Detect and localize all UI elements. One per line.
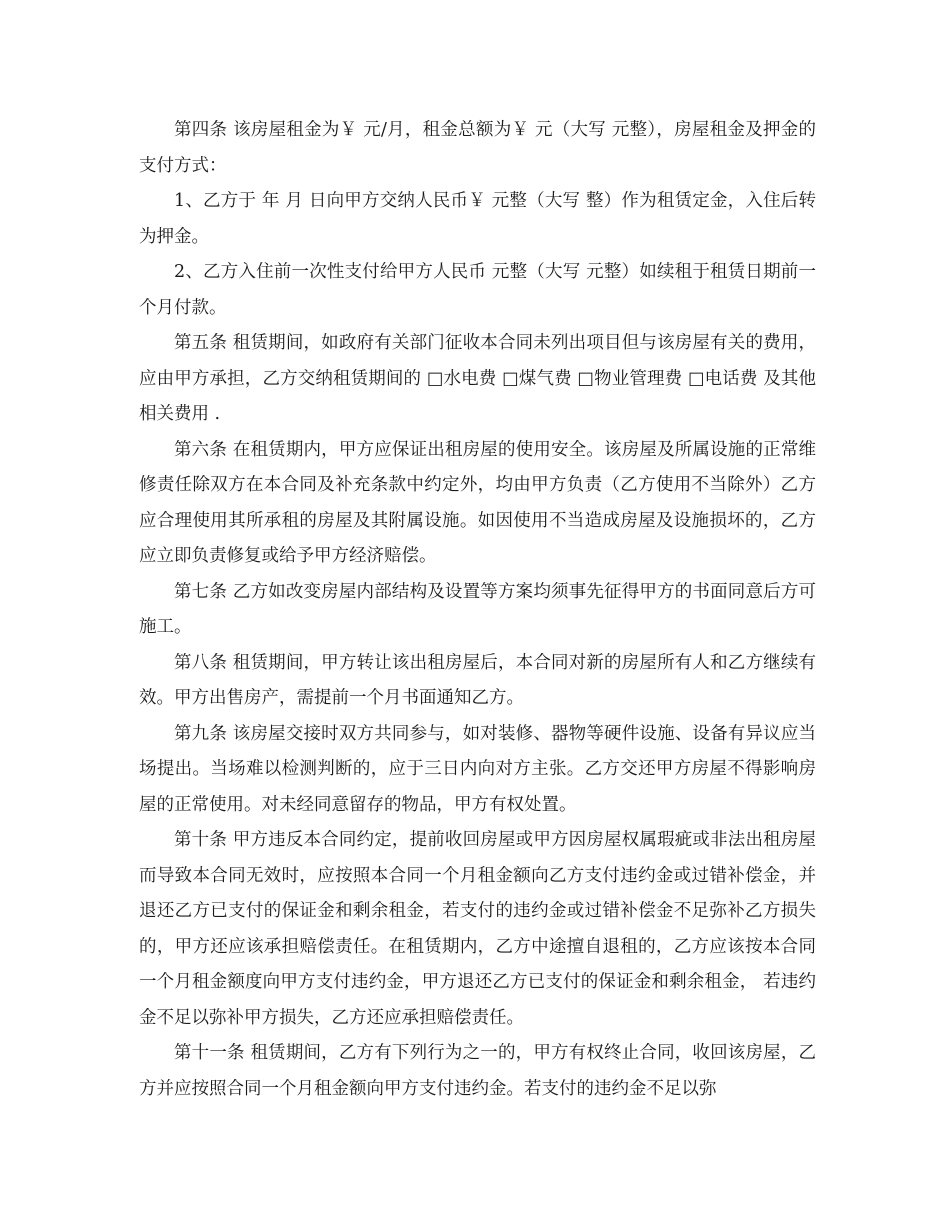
clause-4-item-2-prepayment: 2、乙方入住前一次性支付给甲方人民币 元整（大写 元整）如续租于租赁日期前一个月付款。 <box>139 262 816 318</box>
contract-page <box>139 113 816 1107</box>
clause-4-item-1-deposit: 1、乙方于 年 月 日向甲方交纳人民币￥ 元整（大写 整）作为租赁定金，入住后转为押金。 <box>139 191 816 247</box>
clause-4-rent-payment: 第四条 该房屋租金为￥ 元/月，租金总额为￥ 元（大写 元整），房屋租金及押金的支付方式： <box>139 120 816 176</box>
clause-8-transfer: 第八条 租赁期间，甲方转让该出租房屋后，本合同对新的房屋所有人和乙方继续有效。甲方出售房产，需提前一个月书面通知乙方。 <box>139 652 816 708</box>
clause-5-fees: 第五条 租赁期间，如政府有关部门征收本合同未列出项目但与该房屋有关的费用，应由甲方承担，乙方交纳租赁期间的 □水电费 □煤气费 □物业管理费 □电话费 及其他相关费用 . <box>139 333 816 424</box>
clause-10-breach: 第十条 甲方违反本合同约定，提前收回房屋或甲方因房屋权属瑕疵或非法出租房屋而导致本合同无效时，应按照本合同一个月租金额向乙方支付违约金或过错补偿金，并退还乙方已支付的保证金和剩余租金，若支付的违约金或过错补偿金不足弥补乙方损失的，甲方还应该承担赔偿责任。在租赁期内，乙方中途擅自退租的，乙方应该按本合同一个月租金额度向甲方支付违约金，甲方退还乙方已支付的保证金和剩余租金， 若违约金不足以弥补甲方损失，乙方还应承担赔偿责任。 <box>139 830 816 1028</box>
clause-11-termination: 第十一条 租赁期间，乙方有下列行为之一的，甲方有权终止合同，收回该房屋，乙方并应按照合同一个月租金额向甲方支付违约金。若支付的违约金不足以弥 <box>139 1043 816 1099</box>
clause-9-handover: 第九条 该房屋交接时双方共同参与，如对装修、器物等硬件设施、设备有异议应当场提出。当场难以检测判断的，应于三日内向对方主张。乙方交还甲方房屋不得影响房屋的正常使用。对未经同意留存的物品，甲方有权处置。 <box>139 723 816 815</box>
clause-7-alterations: 第七条 乙方如改变房屋内部结构及设置等方案均须事先征得甲方的书面同意后方可施工。 <box>139 581 816 637</box>
clause-6-maintenance: 第六条 在租赁期内，甲方应保证出租房屋的使用安全。该房屋及所属设施的正常维修责任除双方在本合同及补充条款中约定外，均由甲方负责（乙方使用不当除外）乙方应合理使用其所承租的房屋及其附属设施。如因使用不当造成房屋及设施损坏的，乙方应立即负责修复或给予甲方经济赔偿。 <box>139 439 816 566</box>
